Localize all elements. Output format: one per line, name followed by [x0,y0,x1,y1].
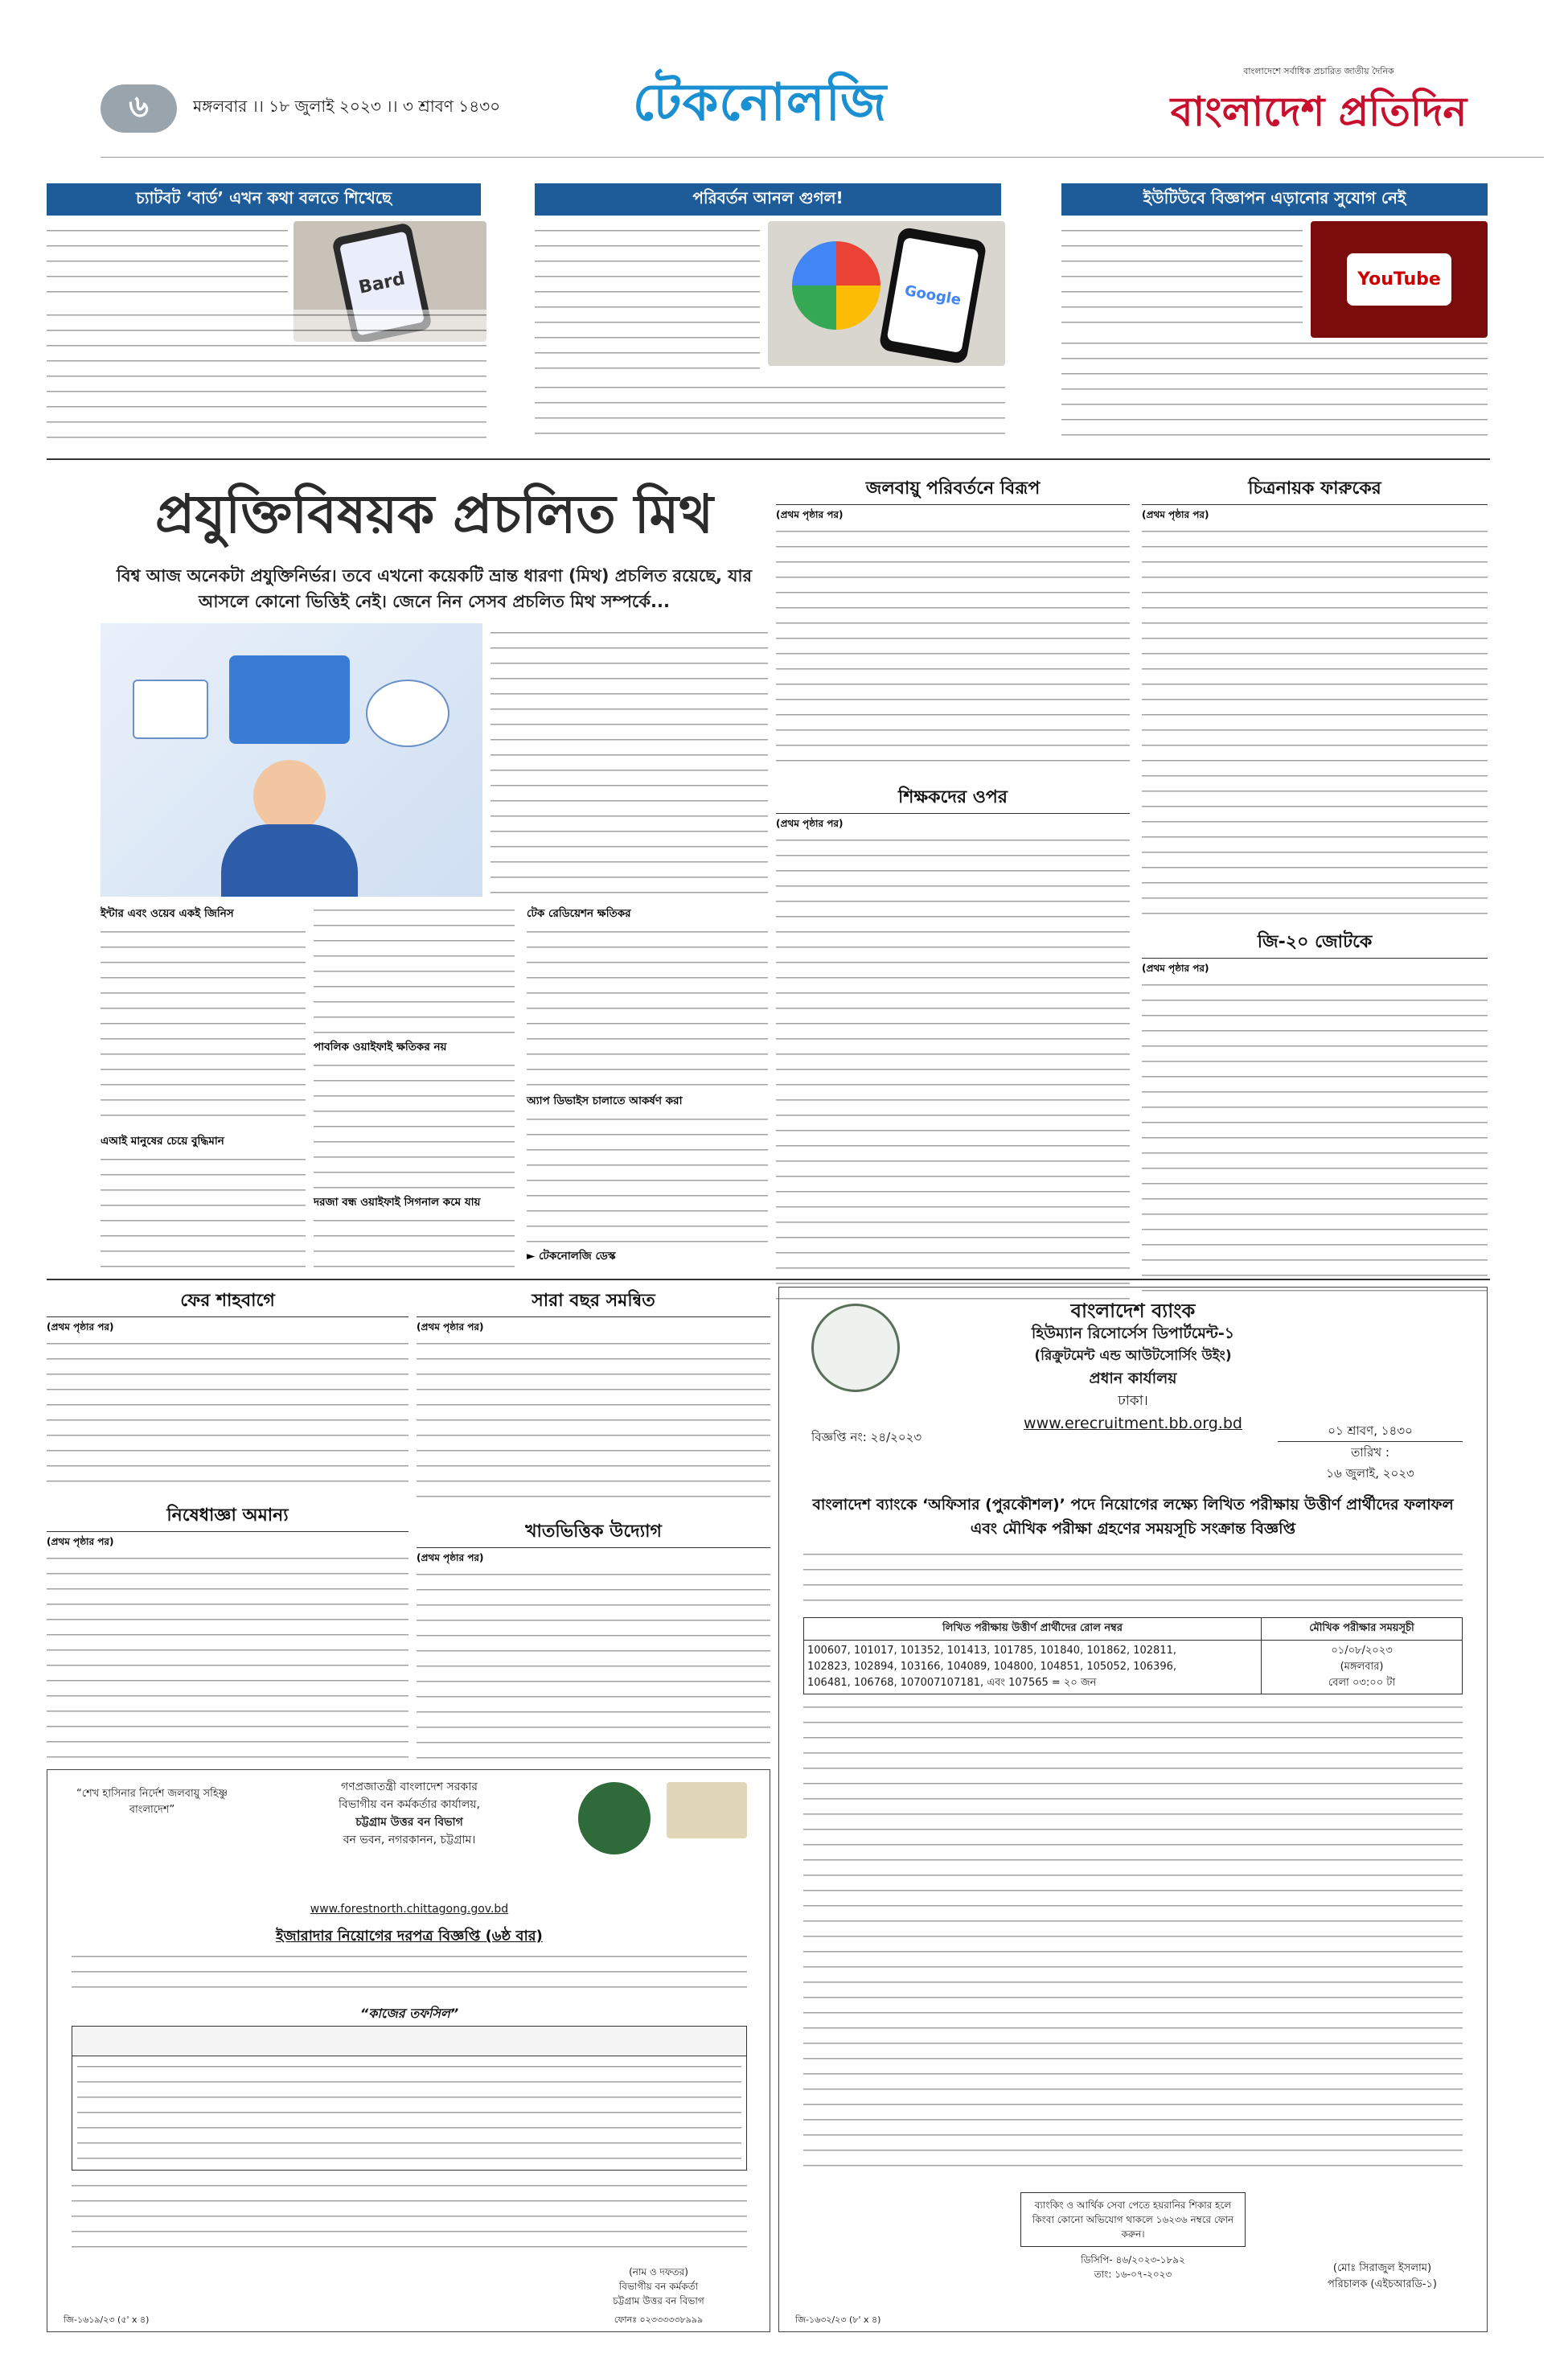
lower-col-1 [47,1287,408,1761]
column-text [417,1338,770,1511]
forest-ad-address: বন ভবন, নগরকানন, চট্টগ্রাম। [343,1834,476,1846]
chart-card-icon [133,680,208,739]
top-story-1-text [47,225,288,306]
column-headline: চিত্রনায়ক ফারুকের [1142,474,1488,505]
column-text [776,835,1130,1301]
date-line: মঙ্গলবার ।। ১৮ জুলাই ২০২৩ ।। ৩ শ্রাবণ ১৪৩০ [193,97,501,116]
column-text [1142,980,1488,1301]
table-header-schedule: মৌখিক পরীক্ষার সময়সূচী [1262,1618,1463,1641]
right-col-1 [776,474,1130,1271]
bank-logo-icon [811,1304,900,1392]
bank-ref-block [1020,2253,1246,2282]
column-headline: জি-২০ জোটকে [1142,928,1488,959]
bank-website[interactable]: www.erecruitment.bb.org.bd [1024,1415,1242,1432]
bank-ad-headline: বাংলাদেশ ব্যাংকে ‘অফিসার (পুরকৌশল)’ পদে নিয়োগের লক্ষ্যে লিখিত পরীক্ষায় উত্তীর্ণ প্রার্থীদের ফলাফল এবং মৌখিক পরীক্ষা গ্রহণের সময়সূচি সংক্রান্ত বিজ্ঞপ্তি [812,1496,1454,1538]
phone-icon [878,227,987,365]
section-divider [47,458,1490,460]
forest-ad-table [72,2026,747,2171]
top-story-3-text-cont [1061,338,1488,438]
bank-result-table [803,1617,1463,1694]
column-source: (প্রথম পৃষ্ঠার পর) [417,1552,484,1563]
bank-date-en: ১৬ জুলাই, ২০২৩ [1326,1466,1414,1481]
signature-scribble [1294,2236,1471,2261]
section-divider [47,1279,1490,1280]
lower-col-2 [417,1287,770,1761]
bank-name: বাংলাদেশ ব্যাংক [1070,1300,1196,1322]
feature-subhead-5: টেক রেডিয়েশন ক্ষতিকর [527,907,631,920]
column-text [47,1338,408,1495]
forest-ad-phone: ফোনঃ ০২৩৩৩৩৩৮৯৯৯ [614,2314,704,2325]
bank-office: প্রধান কার্যালয় [1089,1370,1177,1387]
forest-ad-slogan: “শেখ হাসিনার নির্দেশ জলবায়ু সহিষ্ণু বাংলাদেশ” [76,1788,228,1816]
column-headline: নিষেধাজ্ঞা অমান্য [47,1501,408,1532]
bank-signatory-title: পরিচালক (এইচআরডি-১) [1328,2278,1437,2290]
signatory-office: চট্টগ্রাম উত্তর বন বিভাগ [613,2295,704,2306]
forest-ad-emblem-icon [578,1782,651,1854]
top-story-2-headline: পরিবর্তন আনল গুগল! [535,183,1001,216]
monitor-icon [229,655,350,744]
forest-tender-ad [47,1769,770,2332]
rolls-line-1: 100607, 101017, 101352, 101413, 101785, 101840, 101862, 102811, [807,1645,1176,1657]
schedule-day: (মঙ্গলবার) [1340,1661,1384,1673]
page-number-badge [101,84,177,133]
column-text [1142,526,1488,920]
bank-dept: হিউম্যান রিসোর্সেস ডিপার্টমেন্ট-১ [1031,1325,1235,1342]
column-text [47,1553,408,1770]
column-source: (প্রথম পৃষ্ঠার পর) [417,1321,484,1333]
rolls-line-2: 102823, 102894, 103166, 104089, 104800, 104851, 105052, 106396, [807,1661,1176,1673]
column-text [776,526,1130,775]
feature-credit: ► টেকনোলজি ডেস্ক [527,1250,616,1263]
forest-ad-terms [72,2180,747,2261]
feature-col-2 [314,905,515,1259]
bank-notice-no: বিজ্ঞপ্তি নং: ২৪/২০২৩ [811,1430,922,1444]
bank-ref: ডিসিপি- ৪৬/২০২৩-১৮৯২ [1081,2254,1185,2265]
right-col-2 [1142,474,1488,1271]
bank-ad-code: জি-১৬৩২/২৩ (৮' x ৪) [795,2314,881,2325]
column-source: (প্রথম পৃষ্ঠার পর) [776,818,844,829]
forest-ad-ref: জি-১৬১৯/২৩ (৫' x ৪) [64,2314,150,2325]
rolls-line-3: 106481, 106768, 107007107181, এবং 107565 = ২০ জন [807,1677,1097,1689]
bangladesh-bank-ad [778,1287,1488,2332]
feature-subhead-4: দরজা বন্ধ ওয়াইফাই সিগনাল কমে যায় [314,1196,481,1209]
pie-chart-icon [366,680,449,747]
column-headline: সারা বছর সমন্বিত [417,1287,770,1317]
schedule-date: ০১/০৮/২০২৩ [1331,1645,1393,1657]
google-g-icon [792,241,880,330]
forest-ad-office: বিভাগীয় বন কর্মকর্তার কার্যালয়, [339,1798,480,1811]
forest-ad-headline: ইজারাদার নিয়োগের দরপত্র বিজ্ঞপ্তি (৬ষ্ঠ বার) [276,1928,543,1945]
page-number: ৬ [129,88,149,124]
column-source: (প্রথম পৃষ্ঠার পর) [47,1536,114,1547]
bank-wing: (রিক্রুটমেন্ট এন্ড আউটসোর্সিং উইং) [1034,1348,1232,1364]
forest-ad-website[interactable]: www.forestnorth.chittagong.gov.bd [310,1903,509,1916]
table-row [804,1641,1463,1694]
bank-signature [1294,2236,1471,2293]
bank-ref-date: তাং: ১৬-০৭-২০২৩ [1094,2269,1172,2280]
column-source: (প্রথম পৃষ্ঠার পর) [1142,509,1209,520]
feature-col-3-top [491,627,768,897]
feature-col-2-text-3 [314,1215,515,1279]
google-phone-image [768,221,1005,366]
feature-subhead-1: ইন্টার এবং ওয়েব একই জিনিস [101,907,234,920]
bank-signatory: (মোঃ সিরাজুল ইসলাম) [1332,2262,1432,2274]
youtube-logo: YouTube [1347,253,1451,306]
feature-col-3-text [527,926,768,1087]
paper-tagline: বাংলাদেশে সর্বাধিক প্রচারিত জাতীয় দৈনিক [1243,66,1394,76]
column-source: (প্রথম পৃষ্ঠার পর) [47,1321,114,1333]
forest-ad-header [257,1778,562,1849]
mujib-portrait-icon [667,1782,747,1838]
feature-col-1-text [101,926,306,1127]
schedule-time: বেলা ০৩:০০ টা [1328,1677,1396,1689]
top-story-2-text-cont [535,382,1005,442]
youtube-image [1311,221,1488,338]
feature-col-2-text-2 [314,1060,515,1189]
top-story-1-text-cont [47,310,486,438]
bard-screen: Bard [339,232,425,336]
section-title: টেকনোলজি [632,73,888,133]
feature-col-2-text [314,905,515,1033]
signatory-title: বিভাগীয় বন কর্মকর্তা [618,2281,699,2292]
bank-ad-header [908,1300,1358,1435]
newspaper-logo [1094,64,1544,149]
feature-subhead-6: অ্যাপ ডিভাইস চালাতে আকর্ষণ করা [527,1095,683,1107]
bank-helpline-box: ব্যাংকিং ও আর্থিক সেবা পেতে হয়রানির শিকার হলে কিংবা কোনো অভিযোগ থাকলে ১৬২৩৬ নম্বরে ফোন করুন। [1020,2192,1246,2247]
forest-ad-gov: গণপ্রজাতন্ত্রী বাংলাদেশ সরকার [341,1780,478,1793]
forest-ad-schedule-title: “কাজের তফসিল” [359,2006,459,2021]
google-screen: Google [887,237,979,353]
column-text [417,1569,770,1770]
person-head-icon [253,760,326,832]
bank-ad-instructions [803,1702,1463,2168]
table-header-row [72,2027,746,2056]
bank-date-label: তারিখ : [1351,1445,1389,1460]
signatory-name: (নাম ও দফতর) [629,2266,688,2277]
feature-subhead-2: এআই মানুষের চেয়ে বুদ্ধিমান [101,1135,224,1148]
column-source: (প্রথম পৃষ্ঠার পর) [776,509,844,520]
column-headline: জলবায়ু পরিবর্তনে বিরূপ [776,474,1130,505]
top-story-1-headline: চ্যাটবট ‘বার্ড’ এখন কথা বলতে শিখেছে [47,183,481,216]
column-headline: ফের শাহবাগে [47,1287,408,1317]
forest-ad-signature [562,2265,755,2308]
paper-name: বাংলাদেশ প্রতিদিন [1170,88,1467,135]
column-headline: খাতভিত্তিক উদ্যোগ [417,1518,770,1548]
feature-subhead-3: পাবলিক ওয়াইফাই ক্ষতিকর নয় [314,1041,447,1054]
top-story-3-headline: ইউটিউবে বিজ্ঞাপন এড়ানোর সুযোগ নেই [1061,183,1488,216]
top-story-3-text [1061,225,1303,334]
feature-col-1 [101,905,306,1259]
masthead-divider [101,157,1544,158]
top-story-2-text [535,225,760,378]
forest-ad-intro [72,1951,747,1999]
forest-ad-division: চট্টগ্রাম উত্তর বন বিভাগ [355,1816,463,1829]
table-header-rolls: লিখিত পরীক্ষায় উত্তীর্ণ প্রার্থীদের রোল নম্বর [804,1618,1262,1641]
person-body-icon [221,824,358,897]
feature-col-3-text-2 [527,1114,768,1242]
feature-illustration [101,623,482,897]
column-source: (প্রথম পৃষ্ঠার পর) [1142,963,1209,974]
feature-title: প্রযুক্তিবিষয়ক প্রচলিত মিথ [154,483,714,545]
table-row [77,2061,741,2166]
bank-date-bn: ০১ শ্রাবণ, ১৪৩০ [1328,1423,1413,1438]
bank-city: ঢাকা। [1118,1393,1148,1409]
feature-col-1-text-2 [101,1154,306,1275]
feature-col-3 [527,905,768,1263]
bank-ad-intro [803,1549,1463,1609]
column-headline: শিক্ষকদের ওপর [776,783,1130,814]
bank-date-block [1278,1420,1463,1484]
feature-intro: বিশ্ব আজ অনেকটা প্রযুক্তিনির্ভর। তবে এখনো কয়েকটি ভ্রান্ত ধারণা (মিথ) প্রচলিত রয়েছে, যার আসলে কোনো ভিত্তিই নেই। জেনে নিন সেসব প্রচলিত মিথ সম্পর্কে... [116,566,753,611]
